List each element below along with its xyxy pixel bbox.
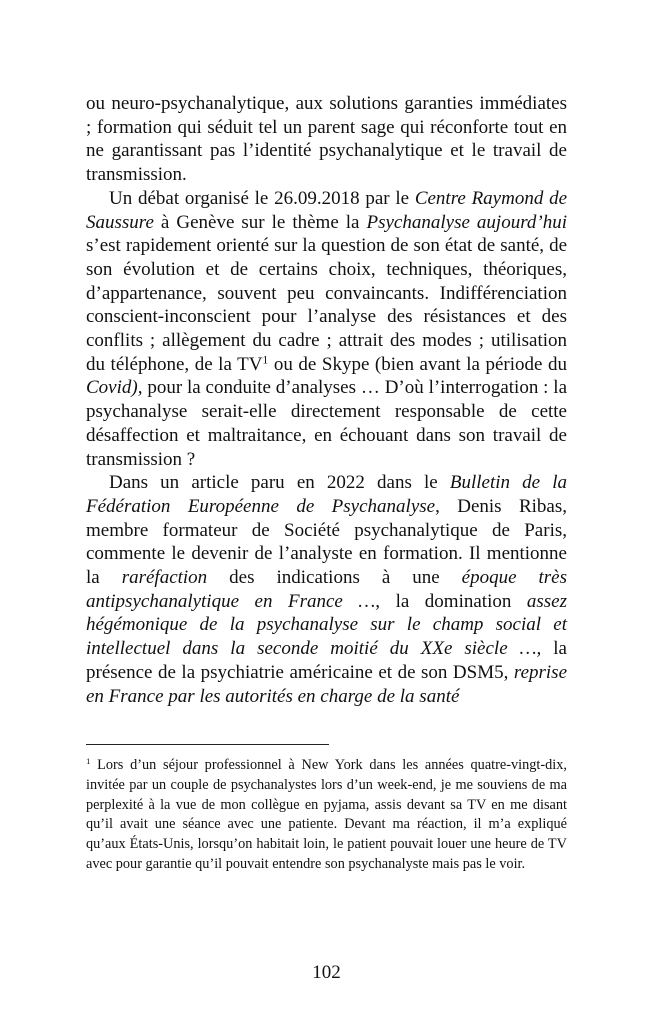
footnote-reference: 1 bbox=[262, 353, 269, 367]
footnote-body: Lors d’un séjour professionnel à New York dans les années quatre-vingt-dix, invitée par un couple de psychanalystes lors d’un week-end, je me souviens de ma perplexité à la vue de mon collègue en pyjama, assis devant sa TV en me disant qu’il avait une séance avec une patiente. Devant ma réaction, il m’a expliqué qu’aux États-Unis, lorsqu’on habitait loin, le patient pouvait louer une heure de TV avec pour garantie qu’il pouvait entendre son psychanalyste mais pas le voir. bbox=[86, 757, 567, 872]
text-run: , Denis Ribas, membre formateur de Société psychanalytique de Paris, commente le devenir de l’analyste en formation. Il mentionne la bbox=[86, 495, 567, 589]
text-run: des indications à une bbox=[207, 567, 462, 589]
quote-hegemonique: assez hégémonique de la psychanalyse sur le champ social et intellectuel dans la seconde moitié du XXe siècle …, bbox=[86, 590, 568, 660]
text-run: la domination bbox=[380, 590, 527, 612]
page-number: 102 bbox=[312, 962, 341, 983]
centre-name: Centre Raymond de Saussure bbox=[86, 187, 568, 233]
body-text bbox=[86, 92, 567, 708]
text-run: Un débat organisé le 26.09.2018 par le bbox=[109, 187, 415, 209]
footnote bbox=[86, 756, 567, 875]
text-run: s’est rapidement orienté sur la question de son état de santé, de son évolution et de certains choix, techniques, théoriques, d’appartenance, souvent peu convaincants. Indifférenciation conscient-inconscient pour l’analyse des résistances et des conflits ; allègement du cadre ; attrait des modes ; utilisation du téléphone, de la TV bbox=[86, 235, 567, 375]
text-run: Dans un article paru en 2022 dans le bbox=[109, 472, 450, 494]
footnote-number: 1 bbox=[86, 756, 91, 767]
paragraph-3 bbox=[86, 471, 567, 708]
covid-term: Covid), bbox=[86, 377, 143, 399]
emphasis-rarefaction: raréfaction bbox=[121, 567, 208, 589]
text-run: ou de Skype (bien avant la période du bbox=[268, 353, 567, 375]
debate-theme: Psychanalyse aujourd’hui bbox=[366, 211, 567, 233]
text-run: pour la conduite d’analyses … D’où l’interrogation : la psychanalyse serait-elle directement responsable de cette désaffection et maltraitance, en échouant dans son travail de transmission ? bbox=[86, 377, 567, 470]
text-run: la présence de la psychiatrie américaine et de son DSM5, bbox=[86, 638, 567, 683]
quote-epoque: époque très antipsychanalytique en France …, bbox=[86, 567, 567, 612]
footnote-text bbox=[86, 756, 567, 875]
paragraph-1: ou neuro-psychanalytique, aux solutions garanties immédiates ; formation qui séduit tel un parent sage qui réconforte tout en ne garantissant pas l’identité psychanalytique et le travail de transmission. bbox=[86, 93, 567, 186]
bulletin-title: Bulletin de la Fédération Européenne de Psychanalyse bbox=[86, 472, 567, 517]
quote-reprise: reprise en France par les autorités en charge de la santé bbox=[86, 661, 567, 707]
footnote-separator bbox=[86, 744, 329, 745]
text-run: à Genève sur le thème la bbox=[153, 211, 367, 233]
paragraph-2 bbox=[86, 187, 567, 471]
